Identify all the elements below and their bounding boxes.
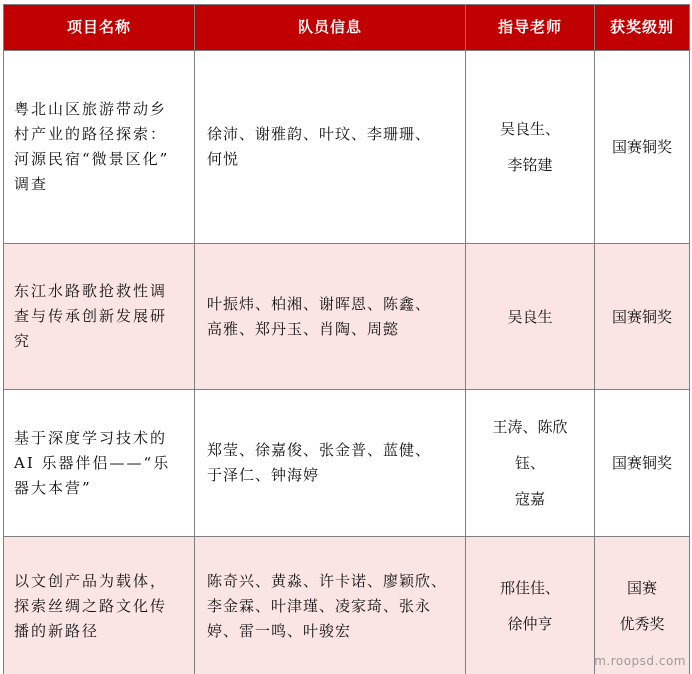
project-name-line: 村产业的路径探索： [14,125,168,143]
table-header-row [4,5,690,51]
advisor-line: 王涛、陈欣 [492,418,568,436]
project-name-line: 播的新路径 [14,621,100,640]
project-name-line: 基于深度学习技术的 [14,428,168,447]
members-line: 高雅、郑丹玉、肖陶、周懿 [207,319,400,338]
members-line: 李金霖、叶津瑾、凌家琦、张永 [207,596,432,615]
members-line: 何悦 [207,150,240,168]
project-name-line: 以文创产品为载体， [14,571,168,590]
project-name-line: 调查 [14,175,49,193]
project-name-cell [4,390,195,537]
award-level-cell [595,244,690,390]
header-project-name: 项目名称 [4,5,195,51]
members-line: 婷、雷一鸣、叶骏宏 [207,621,352,640]
project-name-cell [4,51,195,244]
awards-table [3,4,690,674]
advisor-cell [466,390,595,537]
advisor-cell [466,51,595,244]
members-cell [195,537,466,674]
table-row [4,390,690,537]
header-award-level: 获奖级别 [595,5,690,51]
members-cell [195,244,466,390]
members-line: 陈奇兴、黄淼、许卡诺、廖颖欣、 [207,571,448,590]
award-level-line: 国赛铜奖 [611,138,672,156]
advisor-line: 寇嘉 [514,490,545,508]
award-level-cell [595,51,690,244]
advisor-line: 邢佳佳、 [499,579,560,597]
project-name-line: AI 乐器伴侣——“乐 [14,453,171,472]
watermark-text: m.roopsd.com [594,654,686,668]
project-name-cell [4,244,195,390]
award-level-cell [595,390,690,537]
advisor-cell [466,244,595,390]
members-cell [195,51,466,244]
project-name-cell [4,537,195,674]
award-level-line: 优秀奖 [619,615,665,633]
project-name-line: 探索丝绸之路文化传 [14,596,168,615]
table-row [4,51,690,244]
header-member-info: 队员信息 [195,5,466,51]
header-advisor: 指导老师 [466,5,595,51]
project-name-line: 粤北山区旅游带动乡 [14,100,168,118]
table-row [4,537,690,674]
project-name-line: 东江水路歌抢救性调 [14,282,168,300]
members-line: 叶振炜、柏湘、谢晖恩、陈鑫、 [207,294,432,313]
advisor-line: 徐仲亨 [507,615,553,633]
members-line: 于泽仁、钟海婷 [207,466,320,484]
award-level-line: 国赛铜奖 [611,307,672,326]
award-level-line: 国赛 [626,579,657,597]
members-cell [195,390,466,537]
advisor-cell [466,537,595,674]
advisor-line: 吴良生 [507,307,553,326]
project-name-line: 查与传承创新发展研 [14,307,168,325]
advisor-line: 钰、 [514,454,545,472]
advisor-line: 吴良生、 [499,120,560,138]
project-name-line: 器大本营” [14,478,92,497]
members-line: 郑莹、徐嘉俊、张金普、蓝健、 [207,441,432,459]
table-row [4,244,690,390]
award-level-line: 国赛铜奖 [611,454,672,472]
project-name-line: 究 [14,332,32,350]
project-name-line: 河源民宿“微景区化” [14,150,170,168]
advisor-line: 李铭建 [507,156,553,174]
members-line: 徐沛、谢雅韵、叶玟、李珊珊、 [207,125,432,143]
